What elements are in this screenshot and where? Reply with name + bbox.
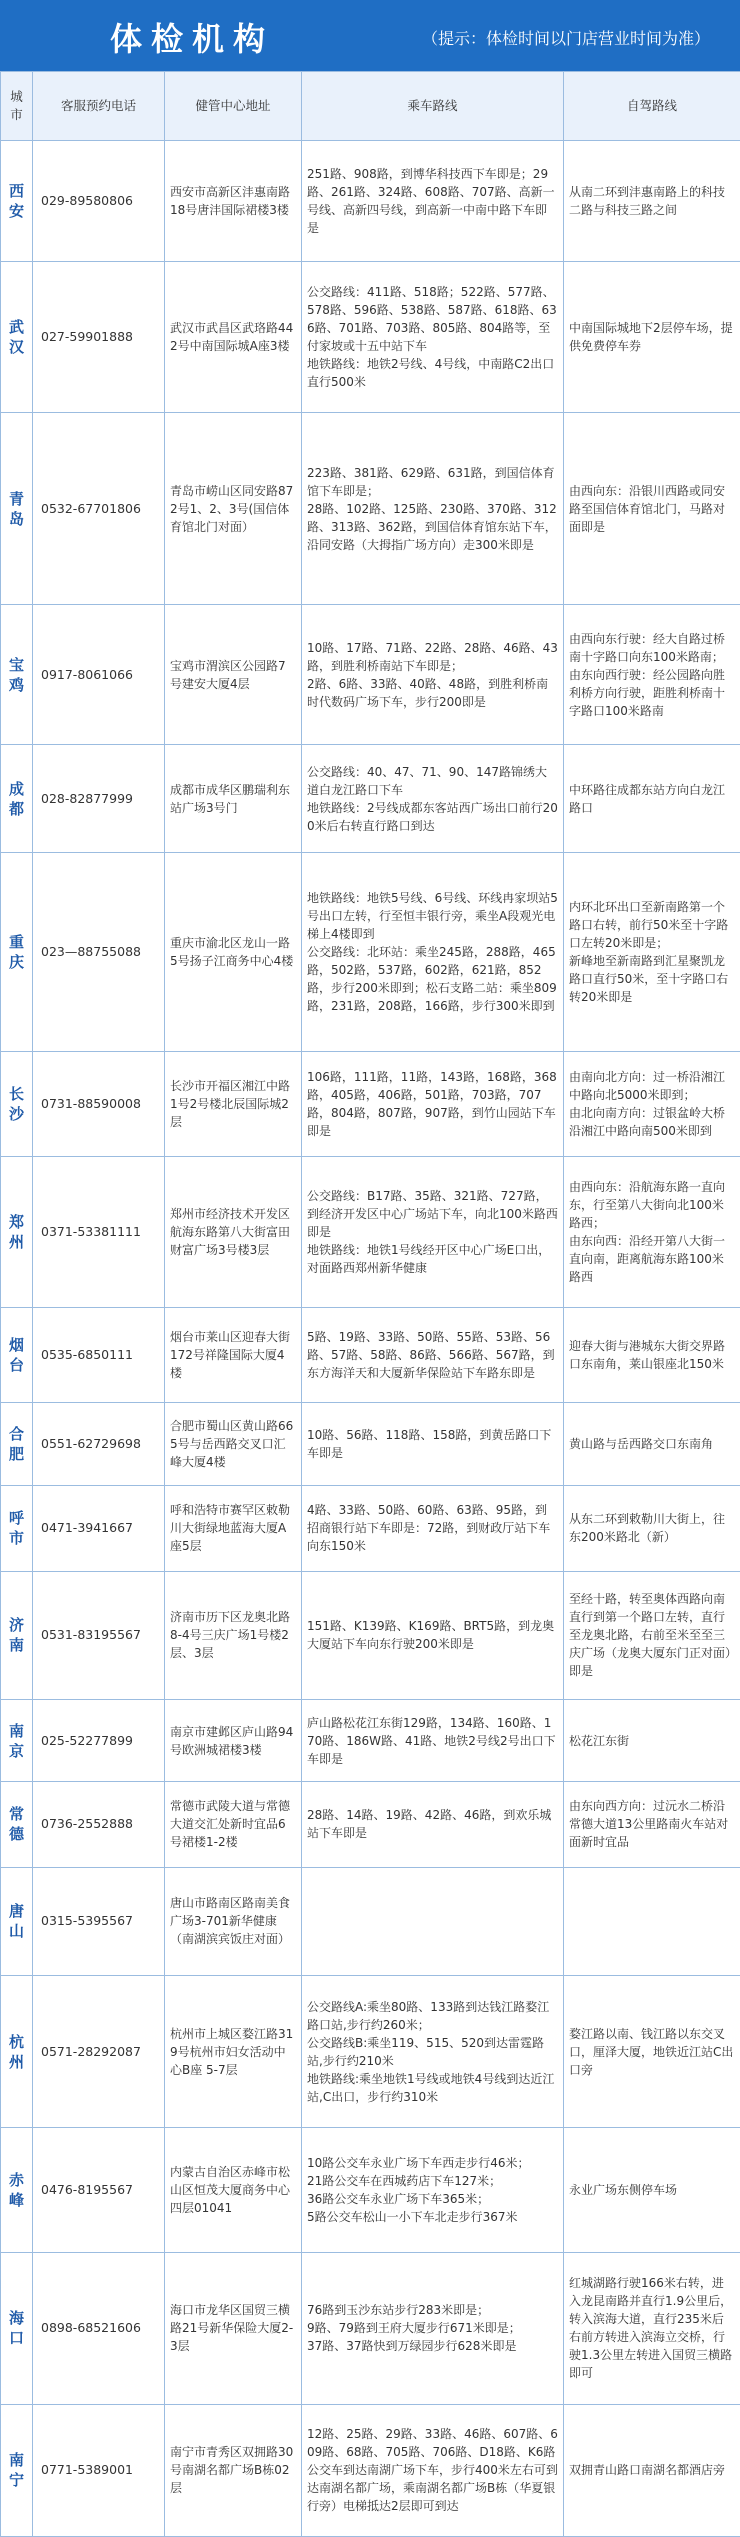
phone-cell: 0476-8195567 [33, 2128, 165, 2253]
drive-cell: 黄山路与岳西路交口东南角 [564, 1403, 740, 1486]
address-cell: 内蒙古自治区赤峰市松山区恒茂大厦商务中心四层01041 [165, 2128, 302, 2253]
address-cell: 济南市历下区龙奥北路8-4号三庆广场1号楼2层、3层 [165, 1571, 302, 1699]
route-cell: 5路、19路、33路、50路、55路、53路、56路、57路、58路、86路、566路、567路，到东方海洋天和大厦新华保险站下车路东即是 [302, 1308, 564, 1403]
city-cell: 济 南 [1, 1571, 33, 1699]
city-cell: 常 德 [1, 1781, 33, 1867]
phone-cell: 0535-6850111 [33, 1308, 165, 1403]
address-cell: 呼和浩特市赛罕区敕勒川大街绿地蓝海大厦A座5层 [165, 1486, 302, 1572]
drive-cell [564, 1867, 740, 1976]
drive-cell: 从南二环到沣惠南路上的科技二路与科技三路之间 [564, 141, 740, 262]
institution-table [0, 71, 740, 2537]
address-cell: 烟台市莱山区迎春大街172号祥隆国际大厦4楼 [165, 1308, 302, 1403]
table-row [1, 1051, 740, 1156]
drive-cell: 由西向东行驶：经大自路过桥南十字路口向东100米路南；由东向西行驶：经公园路向胜利桥方向行驶，距胜利桥南十字路口100米路南 [564, 605, 740, 745]
phone-cell: 0898-68521606 [33, 2252, 165, 2404]
route-cell: 4路、33路、50路、60路、63路、95路，到招商银行站下车即是：72路，到财政厅站下车向东150米 [302, 1486, 564, 1572]
phone-cell: 0315-5395567 [33, 1867, 165, 1976]
table-row [1, 2252, 740, 2404]
table-row [1, 1700, 740, 1782]
drive-cell: 由西向东：沿航海东路一直向东，行至第八大街向北100米路西； 由东向西：沿经开第八大街一直向南，距离航海东路100米路西 [564, 1156, 740, 1308]
address-cell: 常德市武陵大道与常德大道交汇处新时宜品6号裙楼1-2楼 [165, 1781, 302, 1867]
route-cell: 地铁路线：地铁5号线、6号线、环线冉家坝站5号出口左转，行至恒丰银行旁，乘坐A段观光电梯上4楼即到 公交路线：北环站：乘坐245路，288路，465路，502路，537路，602路，621路，852路，步行200米即到；松石支路二站：乘坐809路，231路，208路，166路，步行300米即到 [302, 853, 564, 1051]
address-cell: 南宁市青秀区双拥路30号南湖名都广场B栋02层 [165, 2404, 302, 2536]
table-row [1, 1976, 740, 2128]
route-cell: 公交路线：411路、518路；522路、577路、578路、596路、538路、587路、618路、636路、701路、703路、805路、804路等，至付家坡或十五中站下车 地铁路线：地铁2号线、4号线，中南路C2出口直行500米 [302, 261, 564, 413]
route-cell: 251路、908路，到博华科技西下车即是；29路、261路、324路、608路、707路、高新一号线、高新四号线，到高新一中南中路下车即是 [302, 141, 564, 262]
drive-cell: 双拥青山路口南湖名都酒店旁 [564, 2404, 740, 2536]
address-cell: 郑州市经济技术开发区航海东路第八大街富田财富广场3号楼3层 [165, 1156, 302, 1308]
route-cell: 223路、381路、629路、631路，到国信体育馆下车即是； 28路、102路、125路、230路、370路、312路、313路、362路，到国信体育馆东站下车，沿同安路（大拇指广场方向）走300米即是 [302, 413, 564, 605]
table-row [1, 141, 740, 262]
city-cell: 南 宁 [1, 2404, 33, 2536]
route-cell: 庐山路松花江东街129路，134路、160路、170路、186W路、41路、地铁2号线2号出口下车即是 [302, 1700, 564, 1782]
city-cell: 武 汉 [1, 261, 33, 413]
address-cell: 西安市高新区沣惠南路18号唐沣国际裙楼3楼 [165, 141, 302, 262]
column-header-route: 乘车路线 [302, 72, 564, 141]
table-row [1, 1571, 740, 1699]
table-row [1, 605, 740, 745]
page-header [0, 0, 740, 71]
table-row [1, 261, 740, 413]
table-row [1, 2404, 740, 2536]
drive-cell: 内环北环出口至新南路第一个路口右转，前行50米至十字路口左转20米即是； 新峰地至新南路到汇星聚凯龙路口直行50米，至十字路口右转20米即是 [564, 853, 740, 1051]
phone-cell: 0731-88590008 [33, 1051, 165, 1156]
city-cell: 郑 州 [1, 1156, 33, 1308]
route-cell: 151路、K139路、K169路、BRT5路，到龙奥大厦站下车向东行驶200米即是 [302, 1571, 564, 1699]
address-cell: 杭州市上城区婺江路319号杭州市妇女活动中心B座 5-7层 [165, 1976, 302, 2128]
address-cell: 重庆市渝北区龙山一路5号扬子江商务中心4楼 [165, 853, 302, 1051]
drive-cell: 迎春大街与港城东大街交界路口东南角，莱山银座北150米 [564, 1308, 740, 1403]
phone-cell: 0531-83195567 [33, 1571, 165, 1699]
phone-cell: 0771-5389001 [33, 2404, 165, 2536]
page-hint: （提示：体检时间以门店营业时间为准） [421, 29, 710, 48]
phone-cell: 0471-3941667 [33, 1486, 165, 1572]
route-cell: 12路、25路、29路、33路、46路、607路、609路、68路、705路、706路、D18路、K6路公交车到达南湖广场下车，步行400米左右可到达南湖名都广场，乘南湖名都广场B栋（华夏银行旁）电梯抵达2层即可到达 [302, 2404, 564, 2536]
route-cell: 10路公交车永业广场下车西走步行46米； 21路公交车在西城药店下车127米； 36路公交车永业广场下车365米； 5路公交车松山一小下车北走步行367米 [302, 2128, 564, 2253]
phone-cell: 0736-2552888 [33, 1781, 165, 1867]
table-header-row [1, 72, 740, 141]
route-cell: 106路，111路，11路，143路，168路，368路，405路，406路，501路，703路，707路，804路，807路，907路，到竹山园站下车即是 [302, 1051, 564, 1156]
drive-cell: 由西向东：沿银川西路或同安路至国信体育馆北门，马路对面即是 [564, 413, 740, 605]
address-cell: 合肥市蜀山区黄山路665号与岳西路交叉口汇峰大厦4楼 [165, 1403, 302, 1486]
phone-cell: 025-52277899 [33, 1700, 165, 1782]
drive-cell: 中南国际城地下2层停车场，提供免费停车券 [564, 261, 740, 413]
route-cell: 28路、14路、19路、42路、46路，到欢乐城站下车即是 [302, 1781, 564, 1867]
route-cell: 10路、56路、118路、158路，到黄岳路口下车即是 [302, 1403, 564, 1486]
table-row [1, 1156, 740, 1308]
drive-cell: 由东向西方向：过沅水二桥沿常德大道13公里路南火车站对面新时宜品 [564, 1781, 740, 1867]
address-cell: 青岛市崂山区同安路872号1、2、3号(国信体育馆北门对面） [165, 413, 302, 605]
table-row [1, 1781, 740, 1867]
drive-cell: 永业广场东侧停车场 [564, 2128, 740, 2253]
table-row [1, 853, 740, 1051]
table-row [1, 1867, 740, 1976]
drive-cell: 从东二环到敕勒川大街上，往东200米路北（新） [564, 1486, 740, 1572]
drive-cell: 红城湖路行驶166米右转，进入龙昆南路并直行1.9公里后，转入滨海大道，直行235米后右前方转进入滨海立交桥，行驶1.3公里左转进入国贸三横路即可 [564, 2252, 740, 2404]
drive-cell: 至经十路，转至奥体西路向南直行到第一个路口左转，直行至龙奥北路，右前至米至至三庆广场（龙奥大厦东门正对面）即是 [564, 1571, 740, 1699]
city-cell: 合 肥 [1, 1403, 33, 1486]
route-cell: 76路到玉沙东站步行283米即是； 9路、79路到王府大厦步行671米即是； 37路、37路快到万绿园步行628米即是 [302, 2252, 564, 2404]
phone-cell: 0532-67701806 [33, 413, 165, 605]
drive-cell: 中环路往成都东站方向白龙江路口 [564, 745, 740, 853]
phone-cell: 023—88755088 [33, 853, 165, 1051]
city-cell: 成 都 [1, 745, 33, 853]
phone-cell: 0917-8061066 [33, 605, 165, 745]
address-cell: 宝鸡市渭滨区公园路7号建安大厦4层 [165, 605, 302, 745]
route-cell: 公交路线A:乘坐80路、133路到达钱江路婺江路口站,步行约260米； 公交路线B:乘坐119、515、520到达雷霆路站,步行约210米 地铁路线:乘坐地铁1号线或地铁4号线到达近江站,C出口，步行约310米 [302, 1976, 564, 2128]
city-cell: 长 沙 [1, 1051, 33, 1156]
column-header-drive: 自驾路线 [564, 72, 740, 141]
city-cell: 烟 台 [1, 1308, 33, 1403]
address-cell: 唐山市路南区路南美食广场3-701新华健康（南湖滨宾饭庄对面） [165, 1867, 302, 1976]
table-row [1, 2128, 740, 2253]
route-cell [302, 1867, 564, 1976]
phone-cell: 027-59901888 [33, 261, 165, 413]
city-cell: 宝 鸡 [1, 605, 33, 745]
drive-cell: 由南向北方向：过一桥沿湘江中路向北5000米即到； 由北向南方向：过银盆岭大桥沿湘江中路向南500米即到 [564, 1051, 740, 1156]
city-cell: 赤 峰 [1, 2128, 33, 2253]
route-cell: 公交路线：40、47、71、90、147路锦绣大道白龙江路口下车 地铁路线：2号线成都东客站西广场出口前行200米后右转直行路口到达 [302, 745, 564, 853]
phone-cell: 0551-62729698 [33, 1403, 165, 1486]
phone-cell: 0371-53381111 [33, 1156, 165, 1308]
table-row [1, 1308, 740, 1403]
institution-table-wrapper [0, 71, 740, 2537]
city-cell: 呼 市 [1, 1486, 33, 1572]
page-title: 体检机构 [110, 20, 275, 58]
drive-cell: 松花江东街 [564, 1700, 740, 1782]
address-cell: 南京市建邺区庐山路94号欧洲城裙楼3楼 [165, 1700, 302, 1782]
city-cell: 南 京 [1, 1700, 33, 1782]
city-cell: 重 庆 [1, 853, 33, 1051]
route-cell: 10路、17路、71路、22路、28路、46路、43路，到胜利桥南站下车即是； 2路、6路、33路、40路、48路，到胜利桥南时代数码广场下车，步行200即是 [302, 605, 564, 745]
column-header-phone: 客服预约电话 [33, 72, 165, 141]
table-row [1, 413, 740, 605]
city-cell: 唐 山 [1, 1867, 33, 1976]
phone-cell: 0571-28292087 [33, 1976, 165, 2128]
address-cell: 成都市成华区鹏瑞利东站广场3号门 [165, 745, 302, 853]
column-header-city: 城市 [1, 72, 33, 141]
address-cell: 武汉市武昌区武珞路442号中南国际城A座3楼 [165, 261, 302, 413]
address-cell: 长沙市开福区湘江中路1号2号楼北辰国际城2层 [165, 1051, 302, 1156]
column-header-address: 健管中心地址 [165, 72, 302, 141]
phone-cell: 028-82877999 [33, 745, 165, 853]
table-row [1, 1486, 740, 1572]
city-cell: 西 安 [1, 141, 33, 262]
table-row [1, 745, 740, 853]
route-cell: 公交路线：B17路、35路、321路、727路，到经济开发区中心广场站下车，向北100米路西即是 地铁路线：地铁1号线经开区中心广场E口出，对面路西郑州新华健康 [302, 1156, 564, 1308]
city-cell: 杭 州 [1, 1976, 33, 2128]
phone-cell: 029-89580806 [33, 141, 165, 262]
city-cell: 海 口 [1, 2252, 33, 2404]
city-cell: 青 岛 [1, 413, 33, 605]
drive-cell: 婺江路以南、钱江路以东交叉口，厘泽大厦，地铁近江站C出口旁 [564, 1976, 740, 2128]
address-cell: 海口市龙华区国贸三横路21号新华保险大厦2-3层 [165, 2252, 302, 2404]
table-row [1, 1403, 740, 1486]
